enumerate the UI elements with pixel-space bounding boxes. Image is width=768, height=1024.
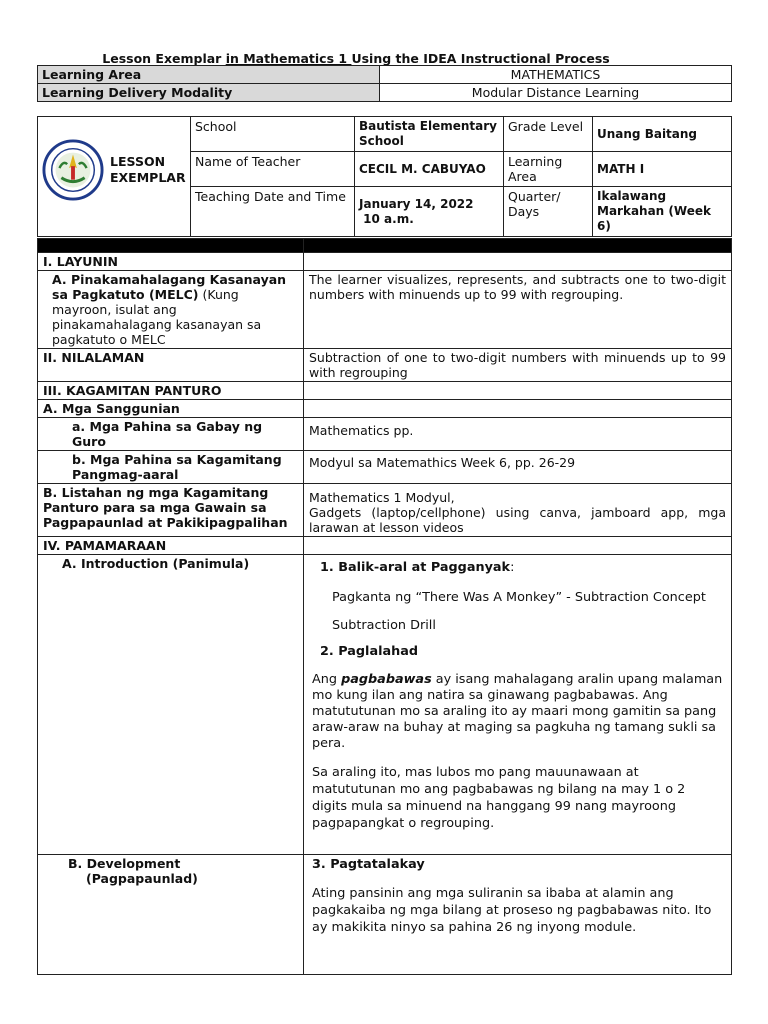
pagtatalakay-heading: 3. Pagtatalakay [312, 857, 425, 872]
kagamitang-label: b. Mga Pahina sa Kagamitang Pangmag-aaral [38, 451, 304, 484]
logo-cell [38, 117, 191, 237]
introduction-label: A. Introduction (Panimula) [38, 555, 304, 855]
nilalaman-heading: II. NILALAMAN [38, 349, 304, 382]
lesson-exemplar-label: LESSON EXEMPLAR [110, 154, 186, 185]
development-label: B. Development (Pagpapaunlad) [38, 855, 304, 975]
date-time-label: Teaching Date and Time [191, 187, 355, 237]
paglalahad-paragraph-1: Ang pagbabawas ay isang mahalagang aralin upang malaman mo kung ilan ang natira sa ginawang pagbabawas. Ang matututunan mo sa araling ito ay maari mong gamitin sa pang araw-araw na buhay at maging sa pagkuha ng tamang sukli sa pera. [312, 672, 723, 751]
listahan-value: Mathematics 1 Modyul, Gadgets (laptop/cellphone) using canva, jamboard app, mga larawan at lesson videos [304, 484, 732, 537]
header-table [37, 65, 732, 102]
kagamitan-heading: III. KAGAMITAN PANTURO [38, 382, 304, 400]
gabay-label: a. Mga Pahina sa Gabay ng Guro [38, 418, 304, 451]
melc-value: The learner visualizes, represents, and subtracts one to two-digit numbers with minuends up to 99 with regrouping. [304, 271, 732, 349]
learning-area-label: Learning Area [38, 66, 380, 84]
listahan-label: B. Listahan ng mga Kagamitang Panturo para sa mga Gawain sa Pagpapaunlad at Pakikipagpalihan [38, 484, 304, 537]
kagamitang-value: Modyul sa Matemathics Week 6, pp. 26-29 [304, 451, 732, 484]
date-time-value: January 14, 2022 10 a.m. [355, 187, 504, 237]
pagbabawas-emphasis: pagbabawas [341, 672, 432, 687]
pamamaraan-heading: IV. PAMAMARAAN [38, 537, 304, 555]
learning-area-label-2: Learning Area [504, 152, 593, 187]
school-seal-icon [42, 139, 104, 201]
school-value: Bautista Elementary School [355, 117, 504, 152]
learning-area-value-2: MATH I [593, 152, 732, 187]
sanggunian-heading: A. Mga Sanggunian [38, 400, 304, 418]
modality-value: Modular Distance Learning [380, 84, 732, 102]
title-part-2: in Mathematics 1 [225, 51, 352, 66]
quarter-days-value: Ikalawang Markahan (Week 6) [593, 187, 732, 237]
learning-area-value: MATHEMATICS [380, 66, 732, 84]
development-content [304, 855, 732, 975]
layunin-heading: I. LAYUNIN [38, 253, 304, 271]
subtraction-drill-text: Subtraction Drill [332, 618, 436, 633]
paglalahad-paragraph-2: Sa araling ito, mas lubos mo pang mauunawaan at matututunan mo ang pagbabawas ng bilang na may 1 o 2 digits mula sa minuend na hanggang 99 nang mayroong pagpapangkat o regrouping. [312, 765, 686, 831]
introduction-content: 1. Balik-aral at Pagganyak: Pagkanta ng “There Was A Monkey” - Subtraction Concept Subtraction Drill 2. Paglalahad Ang pagbabawas ay isang mahalagang aralin upang malaman mo kung ilan ang natira sa ginawang pagbabawas. Ang matututunan mo sa araling ito ay maari mong gamitin sa pang araw-araw na buhay at maging sa pagkuha ng tamang sukli sa pera. Sa araling ito, mas lubos mo pang mauunawaan at matututunan mo ang pagbabawas ng bilang na may 1 o 2 digits mula sa minuend na hanggang 99 nang mayroong pagpapangkat o regrouping. [304, 555, 732, 855]
quarter-days-label: Quarter/ Days [504, 187, 593, 237]
balik-aral-heading: 1. Balik-aral at Pagganyak [320, 560, 511, 575]
title-part-1: Lesson Exemplar [102, 51, 226, 66]
nilalaman-value: Subtraction of one to two-digit numbers with minuends up to 99 with regrouping [304, 349, 732, 382]
teacher-value: CECIL M. CABUYAO [355, 152, 504, 187]
gabay-value: Mathematics pp. [304, 418, 732, 451]
melc-label: A. Pinakamahalagang Kasanayan sa Pagkatuto (MELC) (Kung mayroon, isulat ang pinakamahalagang kasanayan sa pagkatuto o MELC [38, 271, 304, 349]
lesson-plan-table [37, 238, 732, 975]
paglalahad-heading: 2. Paglalahad [320, 644, 419, 659]
pagkanta-text: Pagkanta ng “There Was A Monkey” - Subtraction Concept [332, 590, 706, 605]
teacher-label: Name of Teacher [191, 152, 355, 187]
grade-level-label: Grade Level [504, 117, 593, 152]
pagtatalakay-paragraph: Ating pansinin ang mga suliranin sa ibaba at alamin ang pagkakaiba ng mga bilang at proseso ng pagbabawas nito. Ito ay makikita ninyo sa pahina 26 ng inyong module. [312, 886, 712, 935]
title-part-3: Using the IDEA Instructional Process [351, 51, 610, 66]
modality-label: Learning Delivery Modality [38, 84, 380, 102]
school-label: School [191, 117, 355, 152]
grade-level-value: Unang Baitang [593, 117, 732, 152]
lesson-info-table [37, 116, 732, 237]
black-header-band [38, 239, 732, 253]
document-title [0, 51, 712, 66]
